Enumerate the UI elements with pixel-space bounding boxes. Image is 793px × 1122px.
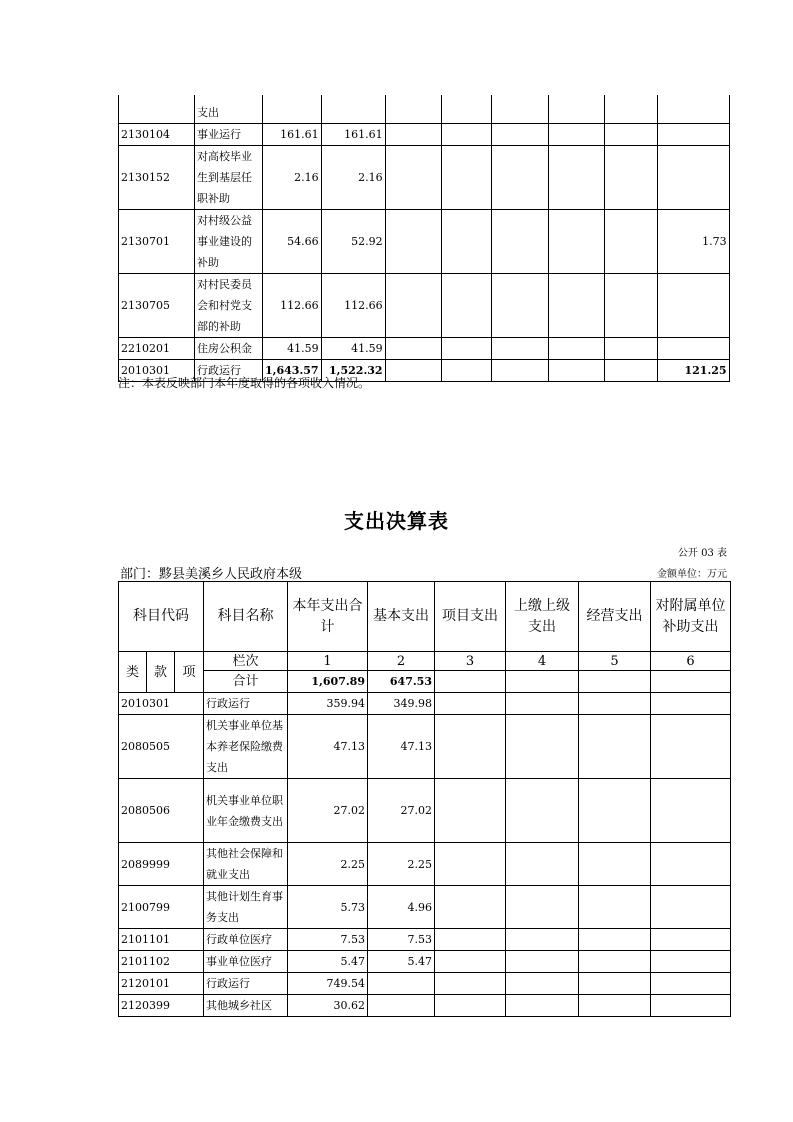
cell	[435, 886, 506, 929]
cell	[657, 123, 729, 145]
table-row	[119, 337, 730, 359]
fiscal-allocation: 112.66	[321, 273, 385, 337]
cell	[604, 337, 657, 359]
cell	[385, 123, 441, 145]
cell	[651, 929, 731, 951]
cell	[657, 337, 729, 359]
subject-name: 行政单位医疗	[204, 929, 288, 951]
table-row	[119, 693, 731, 715]
cell	[604, 123, 657, 145]
cell	[491, 359, 548, 381]
cell	[435, 693, 506, 715]
basic-amount: 647.53	[368, 671, 435, 693]
cell	[491, 95, 548, 123]
subject-name: 事业运行	[195, 123, 263, 145]
table-row	[119, 779, 731, 843]
cell	[651, 951, 731, 973]
total-income	[263, 95, 322, 123]
total-income: 1,643.57	[263, 359, 322, 381]
subject-code: 2101102	[119, 951, 204, 973]
subject-code: 2130152	[119, 145, 195, 209]
cell	[548, 123, 604, 145]
total-amount: 7.53	[288, 929, 368, 951]
subject-name: 机关事业单位基本养老保险缴费支出	[204, 715, 288, 779]
cell	[506, 995, 579, 1017]
basic-amount: 7.53	[368, 929, 435, 951]
cell	[435, 951, 506, 973]
subject-code: 2010301	[119, 359, 195, 381]
cell	[491, 337, 548, 359]
table-row	[119, 123, 730, 145]
cell	[435, 929, 506, 951]
header-business: 经营支出	[579, 582, 651, 652]
cell	[506, 843, 579, 886]
table-row	[119, 951, 731, 973]
cell	[657, 95, 729, 123]
subject-code	[119, 95, 195, 123]
column-number: 1	[288, 652, 368, 671]
department-label: 部门：黟县美溪乡人民政府本级	[120, 567, 303, 582]
subject-code: 2080505	[119, 715, 204, 779]
header-row	[119, 582, 731, 652]
basic-amount: 27.02	[368, 779, 435, 843]
basic-amount	[368, 973, 435, 995]
cell	[435, 715, 506, 779]
table-note: 注：本表反映部门本年度取得的各项收入情况。	[118, 376, 371, 390]
cell	[441, 95, 491, 123]
cell	[579, 886, 651, 929]
subject-name: 其他计划生育事务支出	[204, 886, 288, 929]
header-subject-name: 科目名称	[204, 582, 288, 652]
table-row	[119, 929, 731, 951]
cell	[548, 337, 604, 359]
cell	[579, 671, 651, 693]
cell	[604, 145, 657, 209]
column-number: 2	[368, 652, 435, 671]
cell	[651, 886, 731, 929]
table-row	[119, 273, 730, 337]
cell	[435, 671, 506, 693]
total-amount: 749.54	[288, 973, 368, 995]
cell	[579, 929, 651, 951]
column-label: 栏次	[204, 652, 288, 671]
basic-amount: 47.13	[368, 715, 435, 779]
cell	[604, 273, 657, 337]
basic-amount: 2.25	[368, 843, 435, 886]
cell	[651, 671, 731, 693]
cell	[579, 951, 651, 973]
cell	[651, 843, 731, 886]
cell	[441, 209, 491, 273]
cell	[506, 951, 579, 973]
cell	[385, 95, 441, 123]
cell	[385, 337, 441, 359]
total-row	[119, 671, 731, 693]
total-income: 54.66	[263, 209, 322, 273]
cell	[441, 337, 491, 359]
header-basic: 基本支出	[368, 582, 435, 652]
column-number: 6	[651, 652, 731, 671]
amount-unit: 金额单位：万元	[657, 569, 727, 580]
fiscal-allocation: 41.59	[321, 337, 385, 359]
subject-name: 机关事业单位职业年金缴费支出	[204, 779, 288, 843]
expenditure-table	[118, 581, 731, 1017]
cell	[491, 123, 548, 145]
cell	[385, 359, 441, 381]
cell	[385, 145, 441, 209]
total-income: 112.66	[263, 273, 322, 337]
total-amount: 5.73	[288, 886, 368, 929]
cell	[579, 715, 651, 779]
total-amount: 5.47	[288, 951, 368, 973]
subject-code: 2120399	[119, 995, 204, 1017]
total-label: 合计	[204, 671, 288, 693]
subject-code: 2120101	[119, 973, 204, 995]
total-amount: 27.02	[288, 779, 368, 843]
cell	[435, 779, 506, 843]
header-project: 项目支出	[435, 582, 506, 652]
cell	[579, 973, 651, 995]
income-table-continued	[118, 95, 730, 382]
cell	[604, 359, 657, 381]
cell	[506, 973, 579, 995]
subject-name: 行政运行	[204, 973, 288, 995]
subject-code: 2130701	[119, 209, 195, 273]
basic-amount: 349.98	[368, 693, 435, 715]
cell	[579, 779, 651, 843]
cell	[506, 779, 579, 843]
cell	[385, 273, 441, 337]
header-subsidy: 对附属单位补助支出	[651, 582, 731, 652]
cell	[548, 359, 604, 381]
subject-code: 2080506	[119, 779, 204, 843]
cell	[548, 145, 604, 209]
cell	[579, 693, 651, 715]
cell	[548, 273, 604, 337]
subject-name: 行政运行	[204, 693, 288, 715]
cell	[491, 145, 548, 209]
fiscal-allocation	[321, 95, 385, 123]
cell	[435, 843, 506, 886]
cell	[548, 209, 604, 273]
cell	[435, 973, 506, 995]
cell	[651, 715, 731, 779]
total-income: 41.59	[263, 337, 322, 359]
subject-code: 2010301	[119, 693, 204, 715]
cell	[651, 779, 731, 843]
subject-name: 对村级公益事业建设的补助	[195, 209, 263, 273]
table-row	[119, 995, 731, 1017]
fiscal-allocation: 52.92	[321, 209, 385, 273]
cell	[657, 273, 729, 337]
header-total: 本年支出合计	[288, 582, 368, 652]
cell	[548, 95, 604, 123]
subject-name: 事业单位医疗	[204, 951, 288, 973]
column-number: 3	[435, 652, 506, 671]
cell	[441, 145, 491, 209]
cell	[651, 995, 731, 1017]
header-lei: 类	[119, 652, 147, 693]
subject-code: 2100799	[119, 886, 204, 929]
cell	[435, 995, 506, 1017]
basic-amount: 4.96	[368, 886, 435, 929]
total-amount: 2.25	[288, 843, 368, 886]
cell	[441, 123, 491, 145]
column-number-row	[119, 652, 731, 671]
table-row	[119, 715, 731, 779]
cell	[441, 359, 491, 381]
total-income: 161.61	[263, 123, 322, 145]
total-amount: 359.94	[288, 693, 368, 715]
subject-name: 其他社会保障和就业支出	[204, 843, 288, 886]
cell	[441, 273, 491, 337]
subject-code: 2130104	[119, 123, 195, 145]
basic-amount	[368, 995, 435, 1017]
cell	[491, 273, 548, 337]
subject-code: 2130705	[119, 273, 195, 337]
subject-code: 2210201	[119, 337, 195, 359]
cell	[604, 209, 657, 273]
basic-amount: 5.47	[368, 951, 435, 973]
subject-name: 其他城乡社区	[204, 995, 288, 1017]
table-row	[119, 973, 731, 995]
table-row	[119, 95, 730, 123]
header-xiang: 项	[175, 652, 204, 693]
table-row	[119, 843, 731, 886]
total-amount: 30.62	[288, 995, 368, 1017]
cell	[491, 209, 548, 273]
subject-code: 2089999	[119, 843, 204, 886]
subject-name: 对高校毕业生到基层任职补助	[195, 145, 263, 209]
header-kuan: 款	[147, 652, 175, 693]
cell	[657, 145, 729, 209]
cell	[506, 671, 579, 693]
cell	[604, 95, 657, 123]
cell	[385, 209, 441, 273]
fiscal-allocation: 2.16	[321, 145, 385, 209]
cell	[651, 973, 731, 995]
subject-name: 住房公积金	[195, 337, 263, 359]
cell	[579, 995, 651, 1017]
subject-name: 支出	[195, 95, 263, 123]
table-row	[119, 886, 731, 929]
subject-name: 行政运行	[195, 359, 263, 381]
cell	[579, 843, 651, 886]
page-title: 支出决算表	[344, 509, 449, 533]
total-amount: 47.13	[288, 715, 368, 779]
cell	[506, 693, 579, 715]
cell	[651, 693, 731, 715]
form-number: 公开 03 表	[677, 548, 727, 559]
column-number: 4	[506, 652, 579, 671]
fiscal-allocation: 1,522.32	[321, 359, 385, 381]
subject-code: 2101101	[119, 929, 204, 951]
header-upper: 上缴上级支出	[506, 582, 579, 652]
header-subject-code: 科目代码	[119, 582, 204, 652]
column-number: 5	[579, 652, 651, 671]
cell	[506, 715, 579, 779]
cell	[506, 929, 579, 951]
cell: 121.25	[657, 359, 729, 381]
table-row	[119, 145, 730, 209]
total-amount: 1,607.89	[288, 671, 368, 693]
fiscal-allocation: 161.61	[321, 123, 385, 145]
table-row	[119, 209, 730, 273]
total-income: 2.16	[263, 145, 322, 209]
cell	[506, 886, 579, 929]
cell: 1.73	[657, 209, 729, 273]
subject-name: 对村民委员会和村党支部的补助	[195, 273, 263, 337]
